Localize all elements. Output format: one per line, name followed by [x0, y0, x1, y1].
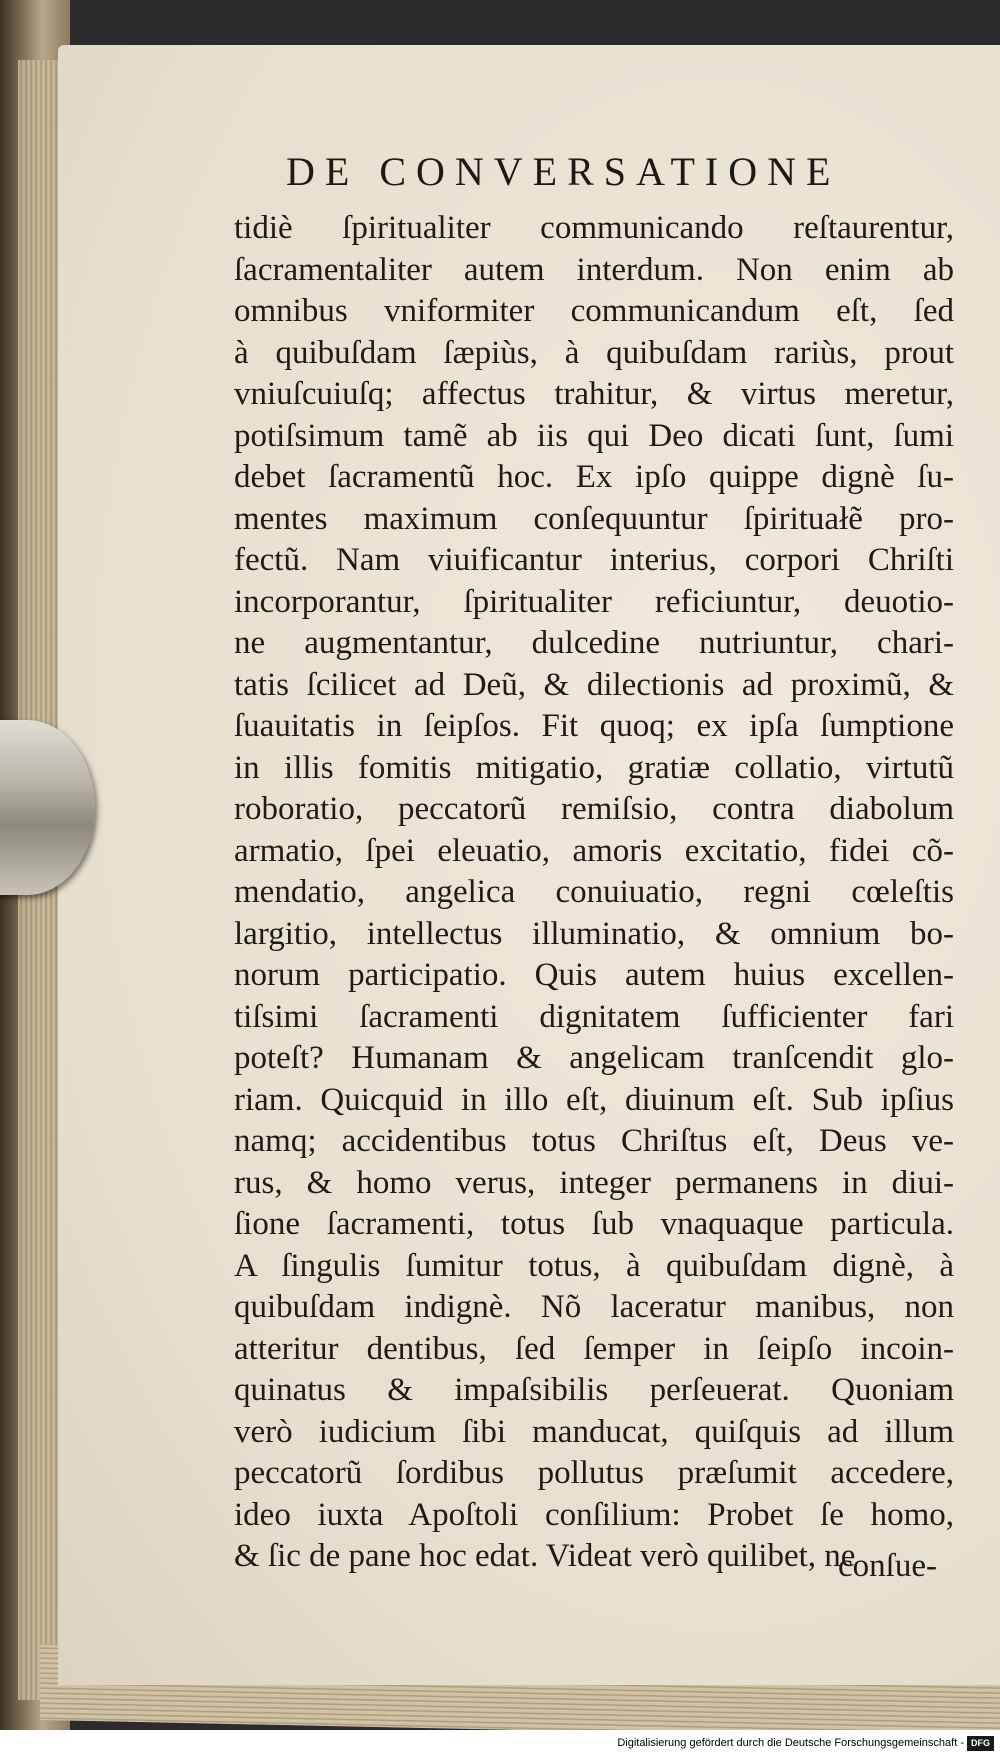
text-line: tidiè ſpiritualiter communicando reſtaurentur, — [234, 210, 954, 246]
text-line: vniuſcuiuſq; affectus trahitur, & virtus meretur, — [234, 376, 954, 412]
text-line: poteſt? Humanam & angelicam tranſcendit glo- — [234, 1040, 954, 1076]
text-line: peccatorũ ſordibus pollutus præſumit accedere, — [234, 1455, 954, 1491]
footer-bar — [0, 1730, 1000, 1758]
text-line: in illis fomitis mitigatio, gratiæ collatio, virtutũ — [234, 749, 954, 786]
funding-credit: Digitalisierung gefördert durch die Deutsche Forschungsgemeinschaft - — [617, 1737, 964, 1749]
text-line: ideo iuxta Apoſtoli conſilium: Probet ſe homo, — [234, 1496, 954, 1533]
text-line: fectũ. Nam viuificantur interius, corpori Chriſti — [234, 542, 954, 578]
text-line: norum participatio. Quis autem huius excellen- — [234, 957, 954, 993]
text-line: armatio, ſpei eleuatio, amoris excitatio, fidei cõ- — [234, 832, 954, 869]
text-line: ne augmentantur, dulcedine nutriuntur, chari- — [234, 625, 954, 661]
text-line: namq; accidentibus totus Chriſtus eſt, Deus ve- — [234, 1123, 954, 1159]
dfg-logo: DFG — [967, 1736, 994, 1751]
text-line: verò iudicium ſibi manducat, quiſquis ad illum — [234, 1413, 954, 1450]
text-line: à quibuſdam ſæpiùs, à quibuſdam rariùs, prout — [234, 334, 954, 371]
text-line: ſuauitatis in ſeipſos. Fit quoq; ex ipſa ſumptione — [234, 708, 954, 744]
text-line: rus, & homo verus, integer permanens in diui- — [234, 1164, 954, 1201]
text-line: atteritur dentibus, ſed ſemper in ſeipſo incoin- — [234, 1330, 954, 1367]
text-line: potiſsimum tamẽ ab iis qui Deo dicati ſunt, ſumi — [234, 417, 954, 454]
text-line: riam. Quicquid in illo eſt, diuinum eſt. Sub ipſius — [234, 1081, 954, 1118]
text-line: debet ſacramentũ hoc. Ex ipſo quippe dignè ſu- — [234, 459, 954, 495]
text-line: tatis ſcilicet ad Deũ, & dilectionis ad proximũ, & — [234, 666, 954, 703]
text-line: largitio, intellectus illuminatio, & omnium bo- — [234, 915, 954, 952]
text-line: tiſsimi ſacramenti dignitatem ſufficienter fari — [234, 998, 954, 1035]
text-line: quibuſdam indignè. Nõ laceratur manibus, non — [234, 1289, 954, 1325]
text-line: incorporantur, ſpiritualiter reficiuntur, deuotio- — [234, 583, 954, 620]
text-line: ſione ſacramenti, totus ſub vnaquaque particula. — [234, 1206, 954, 1242]
text-line: ſacramentaliter autem interdum. Non enim ab — [234, 251, 954, 288]
running-head: DE CONVERSATIONE — [286, 149, 841, 194]
text-line: A ſingulis ſumitur totus, à quibuſdam dignè, à — [234, 1247, 954, 1284]
catchword: conſue- — [838, 1548, 937, 1584]
text-line: quinatus & impaſsibilis perſeuerat. Quoniam — [234, 1372, 954, 1408]
text-line: mendatio, angelica conuiuatio, regni cœleſtis — [234, 874, 954, 910]
text-line: mentes maximum conſequuntur ſpirituałẽ pro- — [234, 500, 954, 537]
text-line: & ſic de pane hoc edat. Videat verò quilibet, ne — [234, 1538, 856, 1574]
text-line: roboratio, peccatorũ remiſsio, contra diabolum — [234, 791, 954, 827]
text-line: omnibus vniformiter communicandum eſt, ſed — [234, 293, 954, 329]
body-text — [234, 208, 954, 1578]
